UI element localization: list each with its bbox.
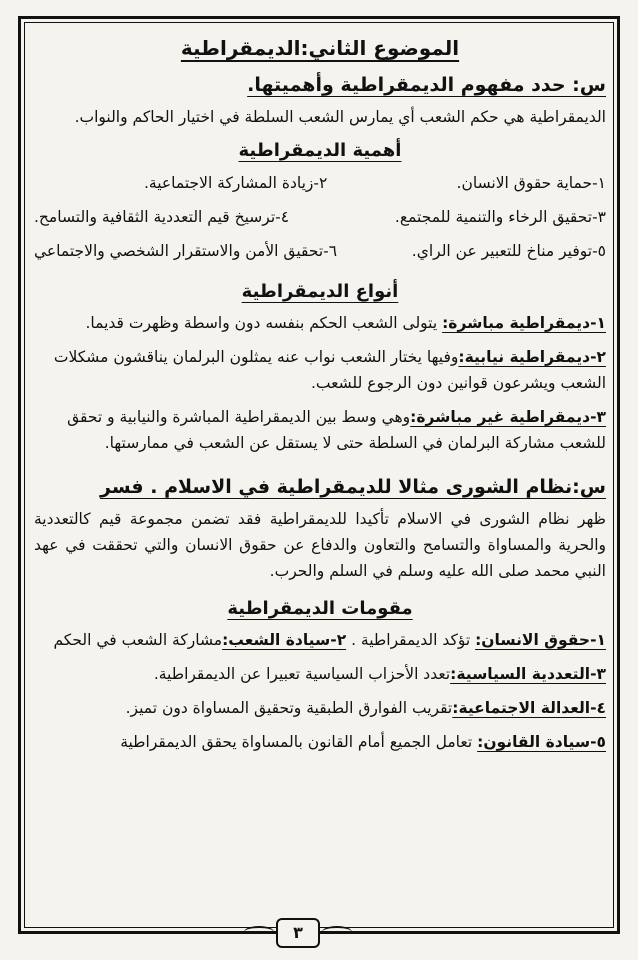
topic-title: الموضوع الثاني:الديمقراطية	[180, 36, 460, 60]
ornament-left	[244, 926, 274, 938]
page-number: ٣	[276, 918, 320, 948]
type-value: يتولى الشعب الحكم بنفسه دون واسطة وظهرت قديما.	[85, 314, 443, 332]
type-item-1	[34, 310, 606, 336]
type-value: وفيها يختار الشعب نواب عنه يمثلون البرلمان يناقشون مشكلات الشعب ويشرعون قوانين دون الرجوع للشعب.	[53, 348, 606, 392]
type-item-3	[34, 404, 606, 456]
type-item-2	[34, 344, 606, 396]
importance-item: ١-حماية حقوق الانسان.	[456, 174, 606, 192]
pillar-value: تؤكد الديمقراطية .	[346, 631, 476, 649]
pillar-value: تقريب الفوارق الطبقية وتحقيق المساواة دون تميز.	[125, 699, 453, 717]
pillar-key: ٥-سيادة القانون:	[477, 733, 606, 751]
pillar-item-5	[34, 729, 606, 755]
pillar-item-4	[34, 695, 606, 721]
pillar-item-3	[34, 661, 606, 687]
pillar-value: مشاركة الشعب في الحكم	[53, 631, 223, 649]
pillar-key: ٣-التعددية السياسية:	[450, 665, 606, 683]
importance-row-1	[34, 171, 606, 195]
pillar-item-1	[34, 627, 606, 653]
question-shura: س:نظام الشورى مثالا للديمقراطية في الاسلام . فسر	[100, 476, 606, 498]
types-title: أنواع الديمقراطية	[241, 281, 399, 302]
shura-text: ظهر نظام الشورى في الاسلام تأكيدا للديمقراطية فقد تضمن مجموعة قيم كالتعددية والحرية والمساواة والتسامح والتعاون والدفاع عن حقوق الانسان والتي تحققت في عهد النبي محمد صلى الله عليه وسلم في السلم والحرب.	[34, 510, 606, 580]
importance-row-3	[34, 239, 606, 263]
importance-item: ٢-زيادة المشاركة الاجتماعية.	[144, 174, 328, 192]
question-definition: س: حدد مفهوم الديمقراطية وأهميتها.	[247, 74, 606, 96]
importance-item: ٥-توفير مناخ للتعبير عن الراي.	[411, 242, 606, 260]
pillar-key: ١-حقوق الانسان:	[475, 631, 606, 649]
pillar-key: ٢-سيادة الشعب:	[222, 631, 347, 649]
importance-item: ٦-تحقيق الأمن والاستقرار الشخصي والاجتماعي	[34, 242, 338, 260]
type-key: ٢-ديمقراطية نيابية:	[458, 348, 606, 366]
importance-item: ٤-ترسيخ قيم التعددية الثقافية والتسامح.	[34, 208, 290, 226]
pillars-title: مقومات الديمقراطية	[227, 598, 413, 619]
type-key: ١-ديمقراطية مباشرة:	[442, 314, 606, 332]
page-content	[34, 28, 606, 928]
ornament-right	[322, 926, 352, 938]
importance-title: أهمية الديمقراطية	[238, 140, 402, 161]
importance-row-2	[34, 205, 606, 229]
type-key: ٣-ديمقراطية غير مباشرة:	[410, 408, 606, 426]
type-value: وهي وسط بين الديمقراطية المباشرة والنيابية و تحقق للشعب مشاركة البرلمان في السلطة حتى لا يستقل عن الشعب في ممارستها.	[67, 408, 606, 452]
pillar-value: تعامل الجميع أمام القانون بالمساواة يحقق الديمقراطية	[120, 733, 478, 751]
pillar-key: ٤-العدالة الاجتماعية:	[452, 699, 606, 717]
pillar-value: تعدد الأحزاب السياسية تعبيرا عن الديمقراطية.	[153, 665, 451, 683]
definition-text: الديمقراطية هي حكم الشعب أي يمارس الشعب السلطة في اختيار الحاكم والنواب.	[74, 108, 606, 126]
importance-item: ٣-تحقيق الرخاء والتنمية للمجتمع.	[394, 208, 606, 226]
